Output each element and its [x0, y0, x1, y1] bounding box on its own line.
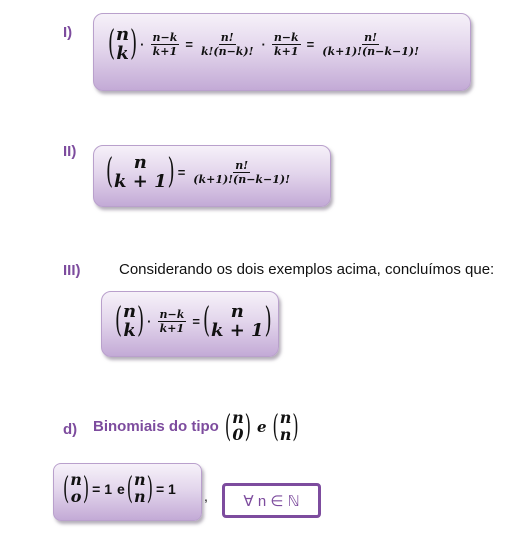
- binomial: ( n 0 ): [224, 407, 251, 444]
- fraction: $\frac{n-k}{k+1}$: [273, 31, 299, 59]
- fraction: $\frac{n!}{(k+1)!(n-k-1)!}$: [193, 159, 290, 187]
- fraction: $\frac{n!}{(k+1)!(n-k-1)!}$: [322, 31, 419, 59]
- equation-box-3: [101, 291, 279, 357]
- binomial: ( n k + 1 ): [106, 151, 175, 192]
- forall-text: ∀ n ∈ ℕ: [243, 492, 300, 510]
- item-label-1: I): [63, 24, 73, 41]
- fraction: $\frac{n-k}{k+1}$: [152, 31, 178, 59]
- binomial: ( n k + 1 ): [202, 300, 272, 341]
- equation-2: ( n k + 1 ) = $\frac{n!}{(k+1)!(n-k-1)!}$: [106, 151, 290, 192]
- binomial: ( n k ): [108, 23, 138, 64]
- binomial: ( n n ): [126, 469, 153, 506]
- equation-box-2: [93, 145, 331, 207]
- equation-3: ( n k ) · $\frac{n-k}{k+1}$ = ( n k + 1 ): [115, 300, 272, 341]
- forall-box: [222, 483, 321, 518]
- section-d-heading: Binomiais do tipo ( n 0 ) e ( n n ): [93, 407, 299, 444]
- item-label-3: III): [63, 262, 81, 279]
- equation-1: ( n k ) · $\frac{n-k}{k+1}$ = $\frac{n!}{k!(n-k)!}$ · $\frac{n-k}{k+1}$ = $\frac{n!}{(k+1)!(n-k-1)!}$: [108, 23, 419, 64]
- fraction: $\frac{n!}{k!(n-k)!}$: [200, 31, 254, 59]
- binomial: ( n o ): [63, 469, 90, 506]
- binomial: ( n n ): [272, 407, 299, 444]
- fraction: $\frac{n-k}{k+1}$: [159, 308, 185, 336]
- result-box: [53, 463, 202, 521]
- section-label-d: d): [63, 421, 78, 438]
- conclusion-text: Considerando os dois exemplos acima, concluímos que:: [119, 261, 495, 278]
- equation-box-1: [93, 13, 471, 91]
- item-label-2: II): [63, 143, 77, 160]
- binomial: ( n k ): [115, 300, 145, 341]
- comma: ,: [204, 488, 208, 504]
- result-equation: ( n o ) = 1 e ( n n ) = 1: [63, 469, 176, 506]
